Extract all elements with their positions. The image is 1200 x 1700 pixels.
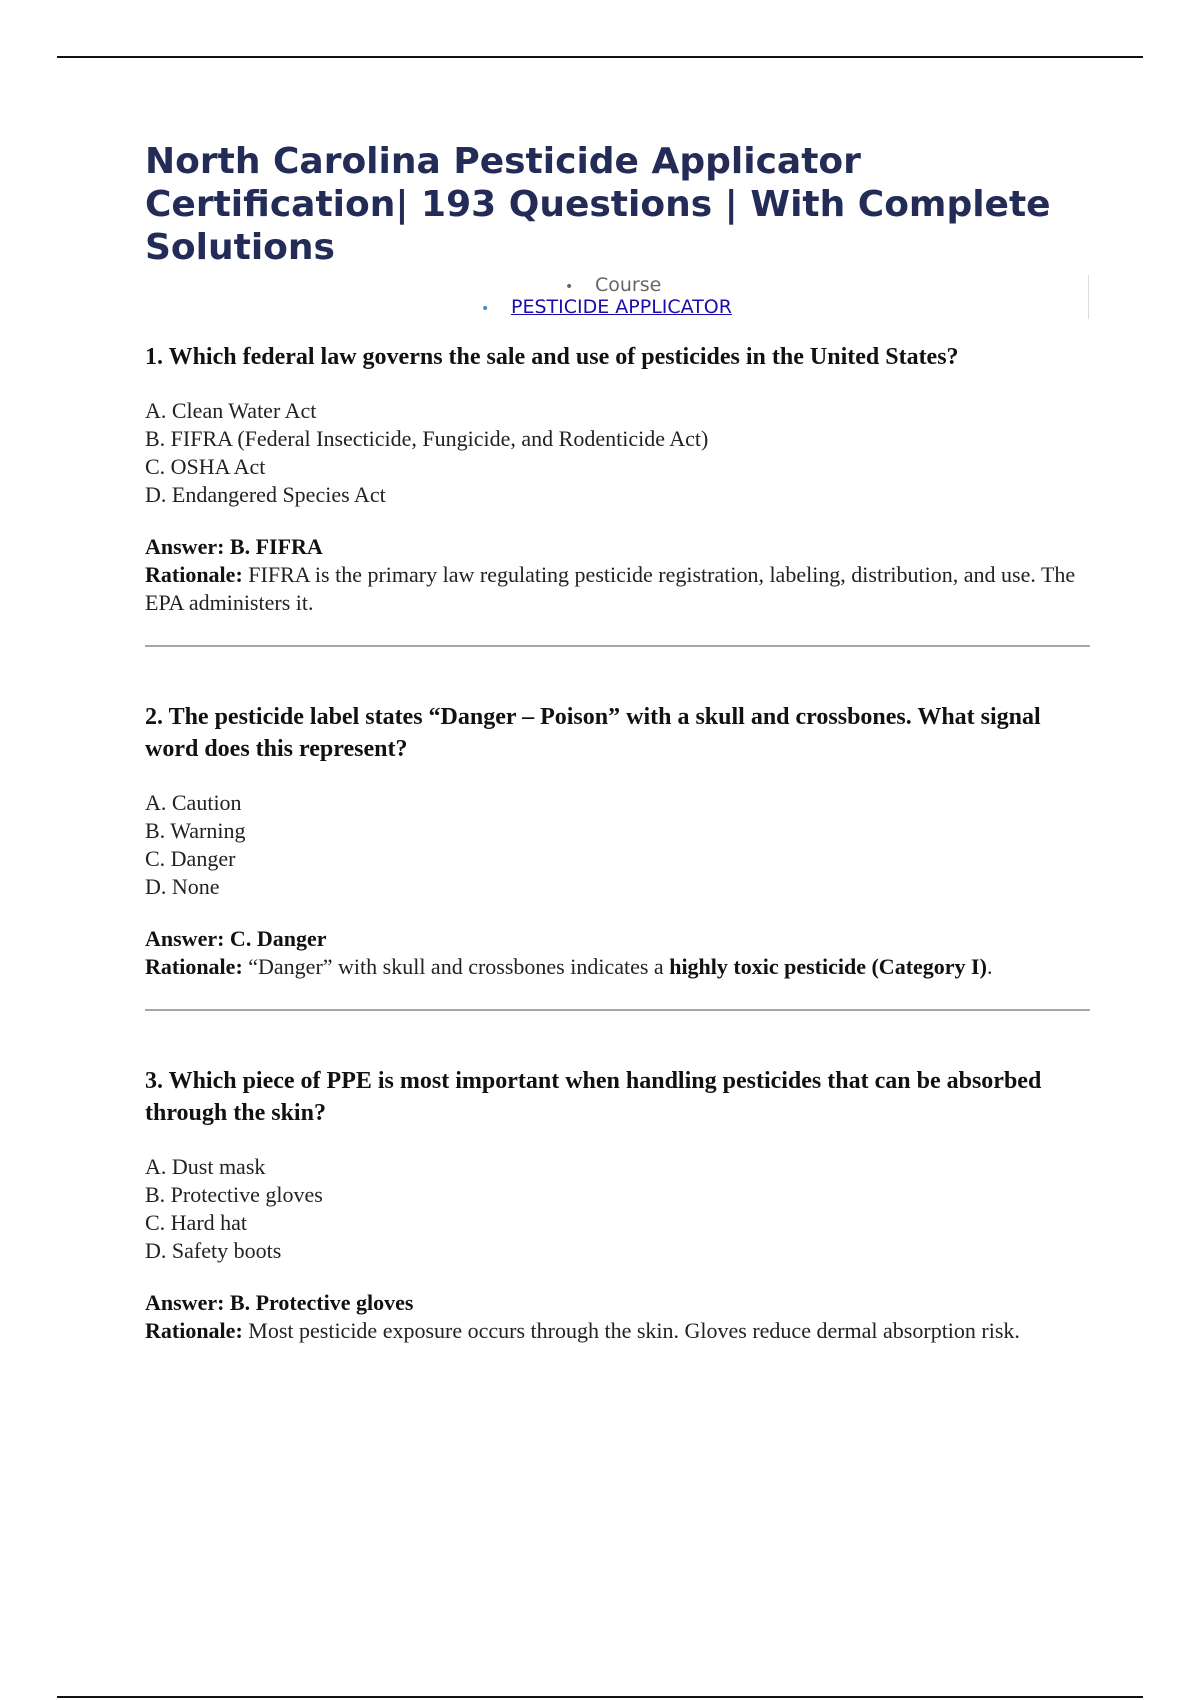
options-list <box>145 397 1090 509</box>
answer-block <box>145 533 1090 617</box>
answer-block <box>145 925 1090 981</box>
rationale-label: Rationale: <box>145 954 243 979</box>
question-3 <box>145 1065 1090 1345</box>
rationale-line <box>145 1317 1090 1345</box>
document-title <box>145 140 1090 269</box>
question-heading: 1. Which federal law governs the sale and use of pesticides in the United States? <box>145 344 959 370</box>
page-top-rule <box>57 56 1143 58</box>
rationale-emphasis: highly toxic pesticide (Category I) <box>669 954 987 979</box>
rationale-label: Rationale: <box>145 1318 243 1343</box>
title-line-1: North Carolina Pesticide Applicator <box>145 141 861 182</box>
options-list <box>145 1153 1090 1265</box>
option-b: B. Protective gloves <box>145 1182 323 1207</box>
option-d: D. Safety boots <box>145 1238 282 1263</box>
options-list <box>145 789 1090 901</box>
option-c: C. Danger <box>145 846 236 871</box>
page-bottom-rule <box>57 1696 1143 1698</box>
option-c: C. OSHA Act <box>145 454 266 479</box>
rationale-line <box>145 953 1090 981</box>
rationale-end: . <box>986 954 993 979</box>
bullet-icon: • <box>565 279 574 295</box>
rationale-text: “Danger” with skull and crossbones indicates a <box>248 954 670 979</box>
option-c: C. Hard hat <box>145 1210 248 1235</box>
vertical-divider <box>1088 275 1089 319</box>
answer-line: Answer: C. Danger <box>145 926 327 951</box>
option-b: B. FIFRA (Federal Insecticide, Fungicide, and Rodenticide Act) <box>145 426 709 451</box>
course-link-item <box>481 295 732 321</box>
question-1 <box>145 341 1090 617</box>
document-body <box>145 140 1090 1345</box>
title-line-2: Certification| 193 Questions | With Complete <box>145 184 1051 225</box>
option-a: A. Dust mask <box>145 1154 266 1179</box>
option-a: A. Caution <box>145 790 242 815</box>
option-d: D. None <box>145 874 220 899</box>
question-2 <box>145 701 1090 981</box>
answer-block <box>145 1289 1090 1345</box>
course-label: Course <box>595 274 662 296</box>
option-b: B. Warning <box>145 818 246 843</box>
question-heading: 2. The pesticide label states “Danger – Poison” with a skull and crossbones. What signal word does this represent? <box>145 704 1041 762</box>
title-line-3: Solutions <box>145 227 335 268</box>
section-divider <box>145 645 1090 647</box>
option-a: A. Clean Water Act <box>145 398 317 423</box>
answer-line: Answer: B. FIFRA <box>145 534 323 559</box>
rationale-text: FIFRA is the primary law regulating pesticide registration, labeling, distribution, and use. The EPA administers it. <box>145 562 1076 615</box>
question-heading: 3. Which piece of PPE is most important when handling pesticides that can be absorbed through the skin? <box>145 1068 1042 1126</box>
answer-line: Answer: B. Protective gloves <box>145 1290 414 1315</box>
rationale-line <box>145 561 1090 617</box>
rationale-text: Most pesticide exposure occurs through the skin. Gloves reduce dermal absorption risk. <box>248 1318 1020 1343</box>
section-divider <box>145 1009 1090 1011</box>
rationale-label: Rationale: <box>145 562 243 587</box>
course-link[interactable]: PESTICIDE APPLICATOR <box>511 296 732 318</box>
option-d: D. Endangered Species Act <box>145 482 386 507</box>
bullet-icon: • <box>481 301 490 317</box>
course-breadcrumb <box>145 273 1090 323</box>
